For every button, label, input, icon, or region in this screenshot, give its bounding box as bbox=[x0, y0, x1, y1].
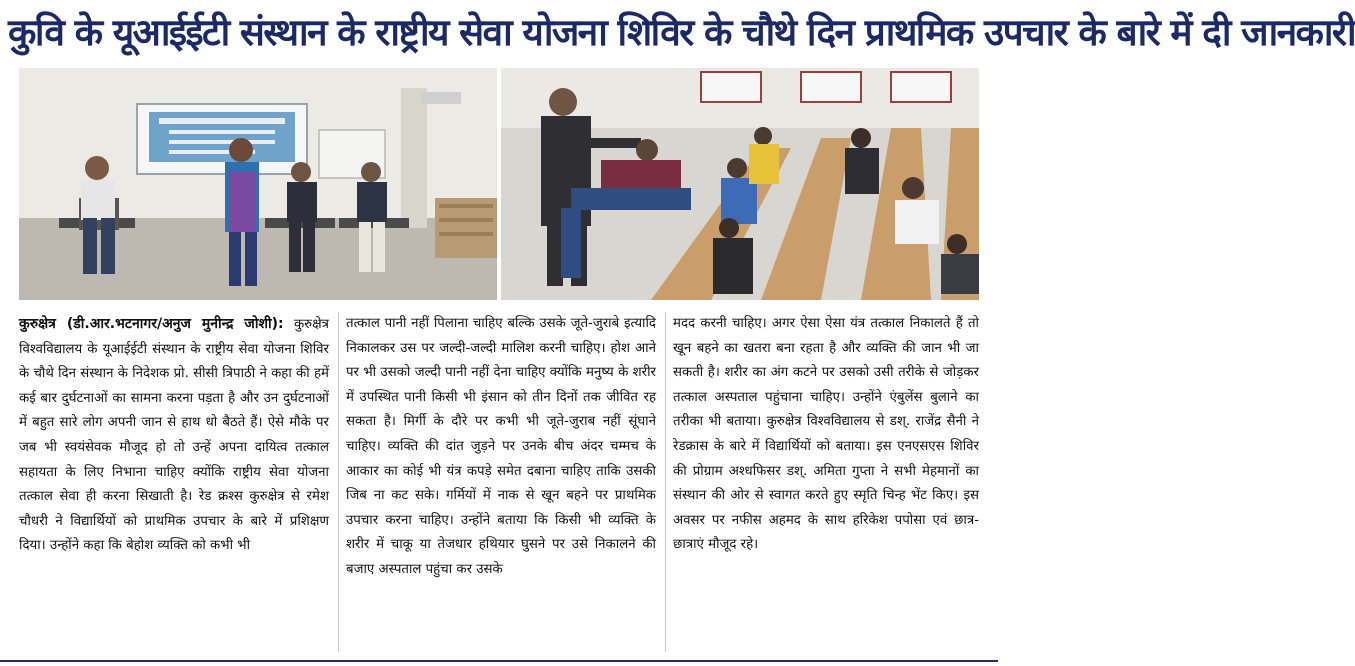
article-column-3 bbox=[673, 312, 979, 656]
article-body bbox=[19, 312, 981, 656]
article-column-1 bbox=[19, 312, 329, 656]
bottom-rule bbox=[0, 660, 998, 662]
photo-seminar-speaker bbox=[19, 68, 497, 300]
dateline: कुरुक्षेत्र (डी.आर.भटनागर/अनुज मुनीन्द्र जोशी): bbox=[19, 316, 284, 332]
headline: कुवि के यूआईईटी संस्थान के राष्ट्रीय सेवा योजना शिविर के चौथे दिन प्राथमिक उपचार के बारे में दी जानकारी bbox=[8, 11, 1355, 54]
column-divider bbox=[665, 312, 666, 652]
photo-first-aid-demo bbox=[501, 68, 979, 300]
article-column-2 bbox=[346, 312, 656, 656]
column-3-text: मदद करनी चाहिए। अगर ऐसा ऐसा यंत्र तत्काल निकालते हैं तो खून बहने का खतरा बना रहता है और व्यक्ति की जान भी जा सकती है। शरीर का अंग कटने पर उसको उसी तरीके से जोड़कर तत्काल अस्पताल पहुंचाना चाहिए। उन्होंने एंबुलेंस बुलाने का तरीका भी बताया। कुरुक्षेत्र विश्वविद्यालय से डश्. राजेंद्र सैनी ने रेडक्रास के बारे में विद्यार्थियों को बताया। इस एनएसएस शिविर की प्रोग्राम अश्धफिसर डश्. अमिता गुप्ता ने सभी मेहमानों का संस्थान की ओर से स्वागत करते हुए स्मृति चिन्ह भेंट किए। इस अवसर पर नफीस अहमद के साथ हरिकेश पपोसा एवं छात्र-छात्राएं मौजूद रहे। bbox=[673, 316, 979, 553]
classroom-photo-illustration bbox=[501, 68, 979, 300]
column-1-text: कुरुक्षेत्र विश्वविद्यालय के यूआईईटी संस्थान के राष्ट्रीय सेवा योजना शिविर के चौथे दिन संस्थान के निदेशक प्रो. सीसी त्रिपाठी ने कहा की हमें कई बार दुर्घटनाओं का सामना करना पड़ता है और उन दुर्घटनाओं में बहुत सारे लोग अपनी जान से हाथ धो बैठते हैं। ऐसे मौके पर जब भी स्वयंसेवक मौजूद हो तो उन्हें अपना दायित्व तत्काल सहायता के लिए निभाना चाहिए क्योंकि राष्ट्रीय सेवा योजना तत्काल सेवा ही करना सिखाती है। रेड क्रश्स कुरुक्षेत्र से रमेश चौधरी ने विद्यार्थियों को प्राथमिक उपचार के बारे में प्रशिक्षण दिया। उन्होंने कहा कि बेहोश व्यक्ति को कभी भी bbox=[19, 317, 329, 554]
column-divider bbox=[338, 312, 339, 652]
column-1-paragraph bbox=[19, 312, 329, 559]
seminar-photo-illustration bbox=[19, 68, 497, 300]
column-2-text: तत्काल पानी नहीं पिलाना चाहिए बल्कि उसके जूते-जुराबे इत्यादि निकालकर उस पर जल्दी-जल्दी मालिश करनी चाहिए। होश आने पर भी उसको जल्दी पानी नहीं देना चाहिए क्योंकि मनुष्य के शरीर में उपस्थित पानी किसी भी इंसान को तीन दिनों तक जीवित रह सकता है। मिर्गी के दौरे पर कभी भी जूते-जुराब नहीं सूंघाने चाहिए। व्यक्ति की दांत जुड़ने पर उनके बीच अंदर चम्मच के आकार का कोई भी यंत्र कपड़े समेत दबाना चाहिए ताकि उसकी जिब ना कट सके। गर्मियों में नाक से खून बहने पर प्राथमिक उपचार करना चाहिए। उन्होंने बताया कि किसी भी व्यक्ति के शरीर में चाकू या तेजधार हथियार घुसने पर उसे निकालने की बजाए अस्पताल पहुंचा कर उसके bbox=[346, 316, 656, 577]
